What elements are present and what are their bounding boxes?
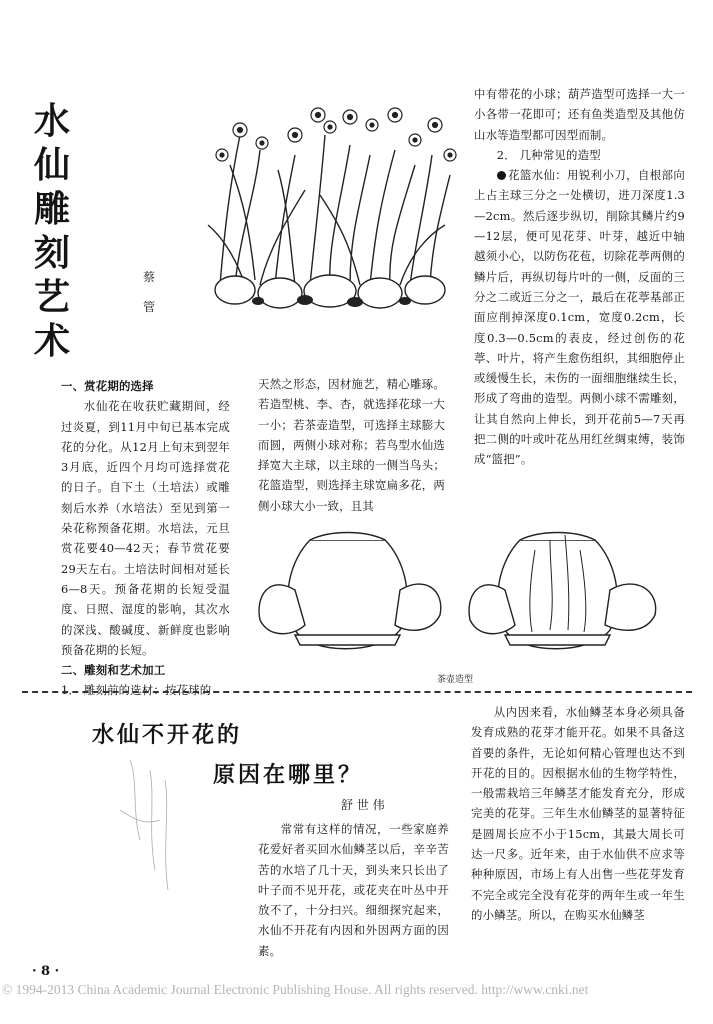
- article2-column2: [471, 702, 685, 925]
- title-char: 术: [33, 321, 70, 362]
- article1-author: [143, 262, 157, 322]
- bullet-icon: [497, 171, 506, 180]
- teapot-figure: [250, 520, 670, 670]
- narcissus-drawing: [200, 95, 462, 310]
- paragraph: [474, 165, 685, 469]
- title-char: 艺: [33, 277, 70, 318]
- paragraph: 常常有这样的情况，一些家庭养花爱好者买回水仙鳞茎以后，辛辛苦苦的水培了几十天，到头来只长出了叶子而不见开花，或花夹在叶丛中开放不了，十分扫兴。细细探究起来，水仙不开花有内因和外因两方面的因素。: [258, 822, 449, 958]
- item-body: 用锐利小刀，自根部向上占主球三分之一处横切，进刀深度1.3—2cm。然后逐步纵切，削除其鳞片约9—12层，便可见花芽、叶芽，越近中轴越须小心，以防伤花苞，切除花葶两侧的鳞片后，再纵切每片叶的一侧，反面的三分之二或近三分之一，最后在花葶基部正面应削掉深度0.1cm，宽度0.2cm，长度0.3—0.5cm的表皮，经过创伤的花葶、叶片，将产生愈伤组织，其细胞停止或缓慢生长，未伤的一面细胞继续生长，形成了弯曲的造型。两侧小球不需雕刻，让其自然向上伸长，到开花前5—7天再把二侧的叶或叶花丛用红丝绸束缚，装饰成“篮把”。: [474, 168, 685, 467]
- paragraph: 天然之形态，因材施艺，精心雕琢。若造型桃、李、杏，就选择花球一大一小；若茶壶造型，可选择主球膨大而圆，两侧小球对称；若鸟型水仙选择宽大主球，以主球的一侧当鸟头；花篮造型，则选择主球宽扁多花，两侧小球大小一致，且其: [258, 377, 445, 513]
- teapot-drawing: [250, 520, 670, 670]
- section-heading: 一、赏花期的选择: [61, 379, 154, 393]
- article1-title: [30, 100, 74, 364]
- title-char: 水: [33, 101, 70, 142]
- decorative-sketch: [110, 750, 200, 910]
- article2-title-line1: 水仙不开花的: [92, 723, 243, 748]
- item-label: 花篮水仙：: [507, 168, 568, 183]
- author-char: 管: [143, 300, 156, 314]
- article2-column1: [258, 819, 449, 961]
- section-divider: [22, 691, 692, 693]
- article2-author: 舒 世 伟: [341, 798, 385, 812]
- article1-column3: [474, 84, 685, 470]
- figure-caption: 茶壶造型: [437, 675, 474, 685]
- article1-column2: [258, 374, 445, 516]
- section-heading: 二、雕刻和艺术加工: [61, 663, 166, 678]
- paragraph: 水仙花在收获贮藏期间，经过炎夏，到11月中旬已基本完成花的分化。从12月上旬末到翌年3月底，近四个月均可选择赏花的日子。自下土（土培法）或雕刻后水养（水培法）至见到第一朵花称预备花期。水培法，元旦赏花要40—42天；春节赏花要29天左右。土培法时间相对延长6—8天。预备花期的长短受温度、日照、湿度的影响，其次水的深浅、酸碱度、新鲜度也影响预备花期的长短。: [61, 399, 230, 657]
- author-char: 蔡: [143, 270, 156, 284]
- sketch-drawing: [110, 750, 200, 910]
- narcissus-illustration: [200, 95, 462, 310]
- paragraph: 中有带花的小球；葫芦造型可选择一大一小各带一花即可；还有鱼类造型及其他仿山水等造型都可因型而制。: [474, 87, 685, 142]
- footer-copyright: © 1994-2013 China Academic Journal Electronic Publishing House. All rights reserved. http://www.cnki.net: [2, 982, 589, 997]
- list-item: 1． 雕刻前的选材：按花球的: [61, 683, 212, 698]
- article2-title-line2: 原因在哪里？: [213, 763, 364, 788]
- title-char: 刻: [33, 233, 70, 274]
- article1-column1: [61, 376, 230, 701]
- paragraph: 从内因来看，水仙鳞茎本身必须具备发育成熟的花芽才能开花。如果不具备这首要的条件，无论如何精心管理也达不到开花的目的。因根据水仙的生物学特性，一般需栽培三年鳞茎才能发育充分，形成完美的花芽。三年生水仙鳞茎的显著特征是圆周长应不小于15cm，其最大周长可达一尺多。近年来，由于水仙供不应求等种种原因，市场上有人出售一些花芽发育不完全或完全没有花芽的两年生或一年生的小鳞茎。所以，在购买水仙鳞茎: [471, 705, 685, 922]
- page-number: · 8 ·: [32, 964, 60, 979]
- section-subheading: 2． 几种常见的造型: [496, 147, 601, 162]
- title-char: 雕: [33, 189, 70, 230]
- title-char: 仙: [33, 145, 70, 186]
